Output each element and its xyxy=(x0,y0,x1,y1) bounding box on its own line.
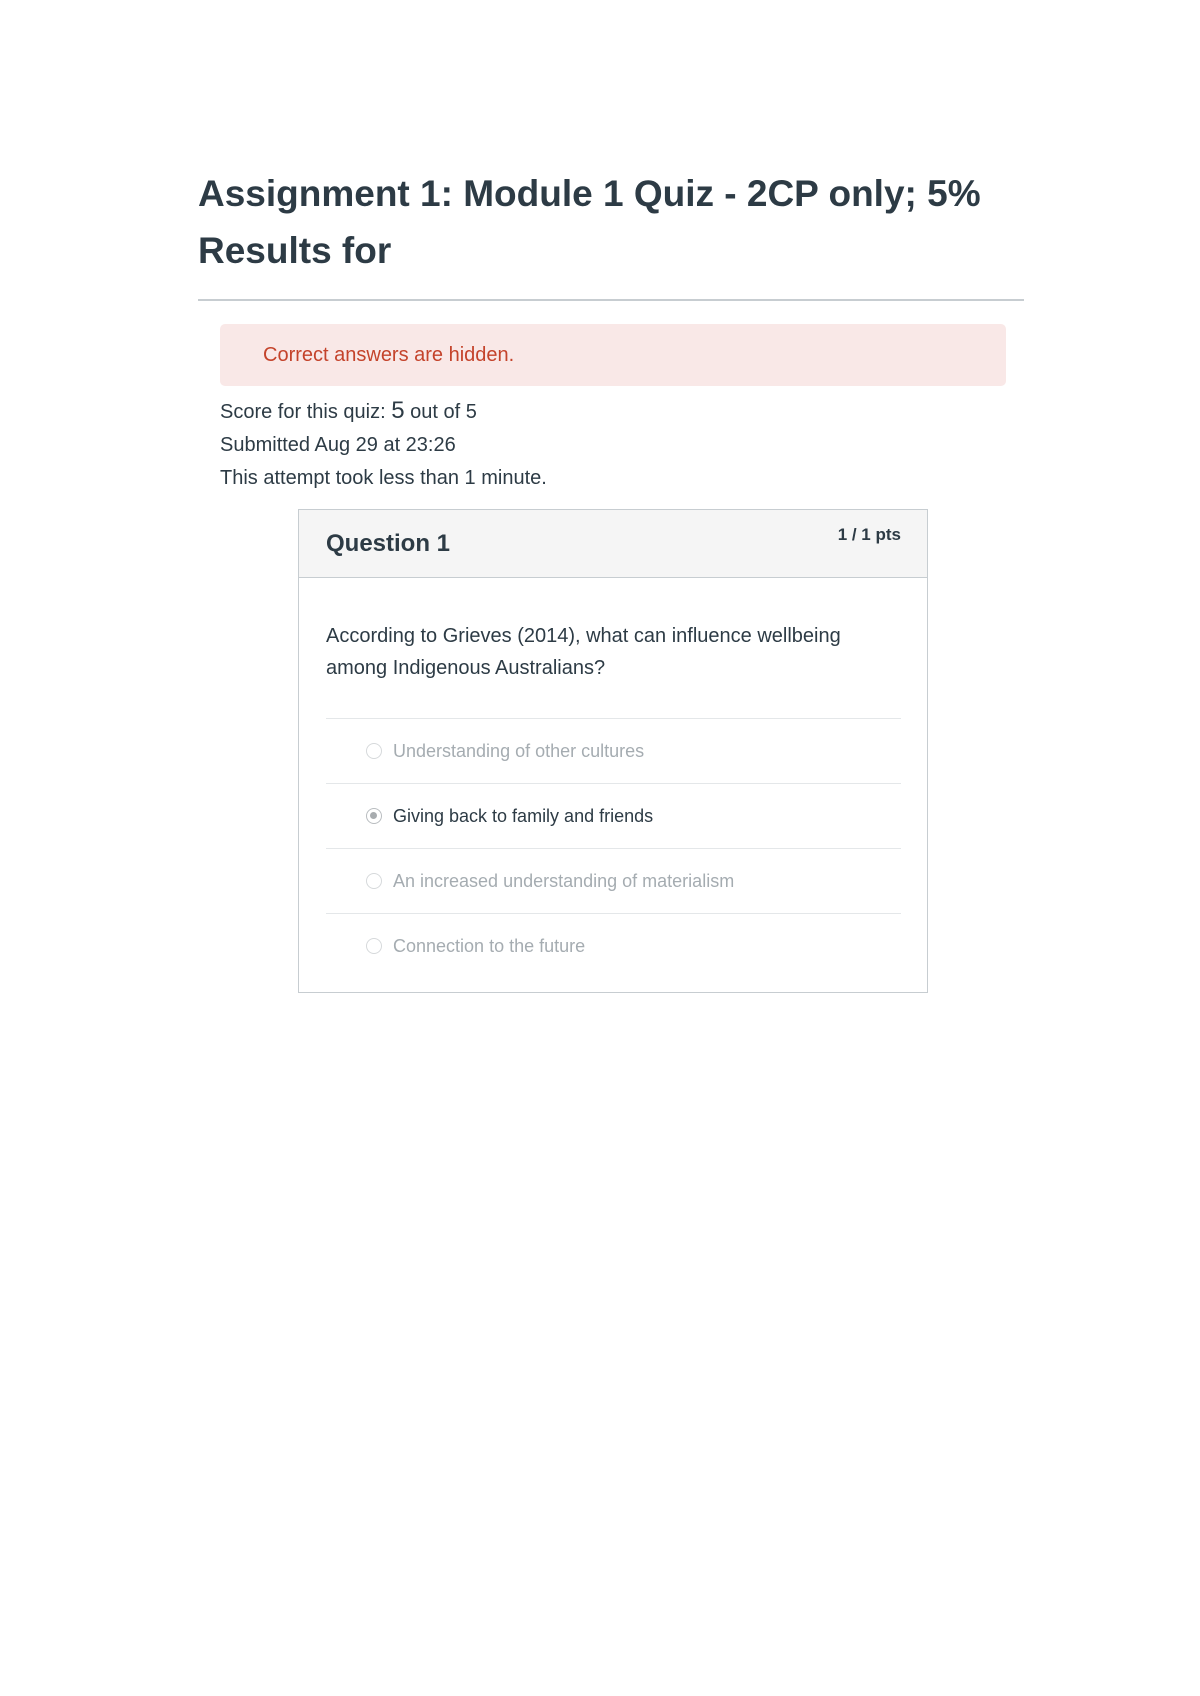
score-value: 5 xyxy=(391,397,405,424)
radio-button-icon xyxy=(366,873,382,889)
question-name: Question 1 xyxy=(326,530,451,557)
results-content xyxy=(220,324,1006,993)
question-card xyxy=(298,509,928,993)
page-title xyxy=(198,165,1024,279)
page-title-line-1: Assignment 1: Module 1 Quiz - 2CP only; 5% xyxy=(198,173,981,214)
question-points: 1 / 1 pts xyxy=(837,525,901,544)
radio-button-icon xyxy=(366,938,382,954)
score-line xyxy=(220,394,1006,429)
score-prefix: Score for this quiz: xyxy=(220,401,392,423)
page-title-line-2: Results for xyxy=(198,230,392,271)
answer-option xyxy=(326,719,901,784)
answer-label: Understanding of other cultures xyxy=(393,740,645,761)
answer-option-selected xyxy=(326,784,901,849)
title-divider xyxy=(198,299,1024,301)
alert-text: Correct answers are hidden. xyxy=(263,343,515,366)
question-text: According to Grieves (2014), what can influence wellbeing among Indigenous Australians? xyxy=(326,625,841,679)
answer-label: An increased understanding of materialism xyxy=(393,870,735,891)
quiz-results-page xyxy=(198,165,1024,993)
submitted-line: Submitted Aug 29 at 23:26 xyxy=(220,434,456,456)
answer-list xyxy=(326,718,901,978)
question-body xyxy=(299,578,927,992)
answer-option xyxy=(326,849,901,914)
score-suffix: out of 5 xyxy=(404,401,477,423)
duration-line: This attempt took less than 1 minute. xyxy=(220,467,547,489)
answer-label: Connection to the future xyxy=(393,935,586,956)
answer-label: Giving back to family and friends xyxy=(393,805,654,826)
radio-button-selected-icon xyxy=(366,808,382,824)
answer-option xyxy=(326,914,901,978)
radio-button-icon xyxy=(366,743,382,759)
attempt-info xyxy=(220,394,1006,495)
hidden-answers-alert xyxy=(220,324,1006,386)
question-header xyxy=(299,510,927,578)
